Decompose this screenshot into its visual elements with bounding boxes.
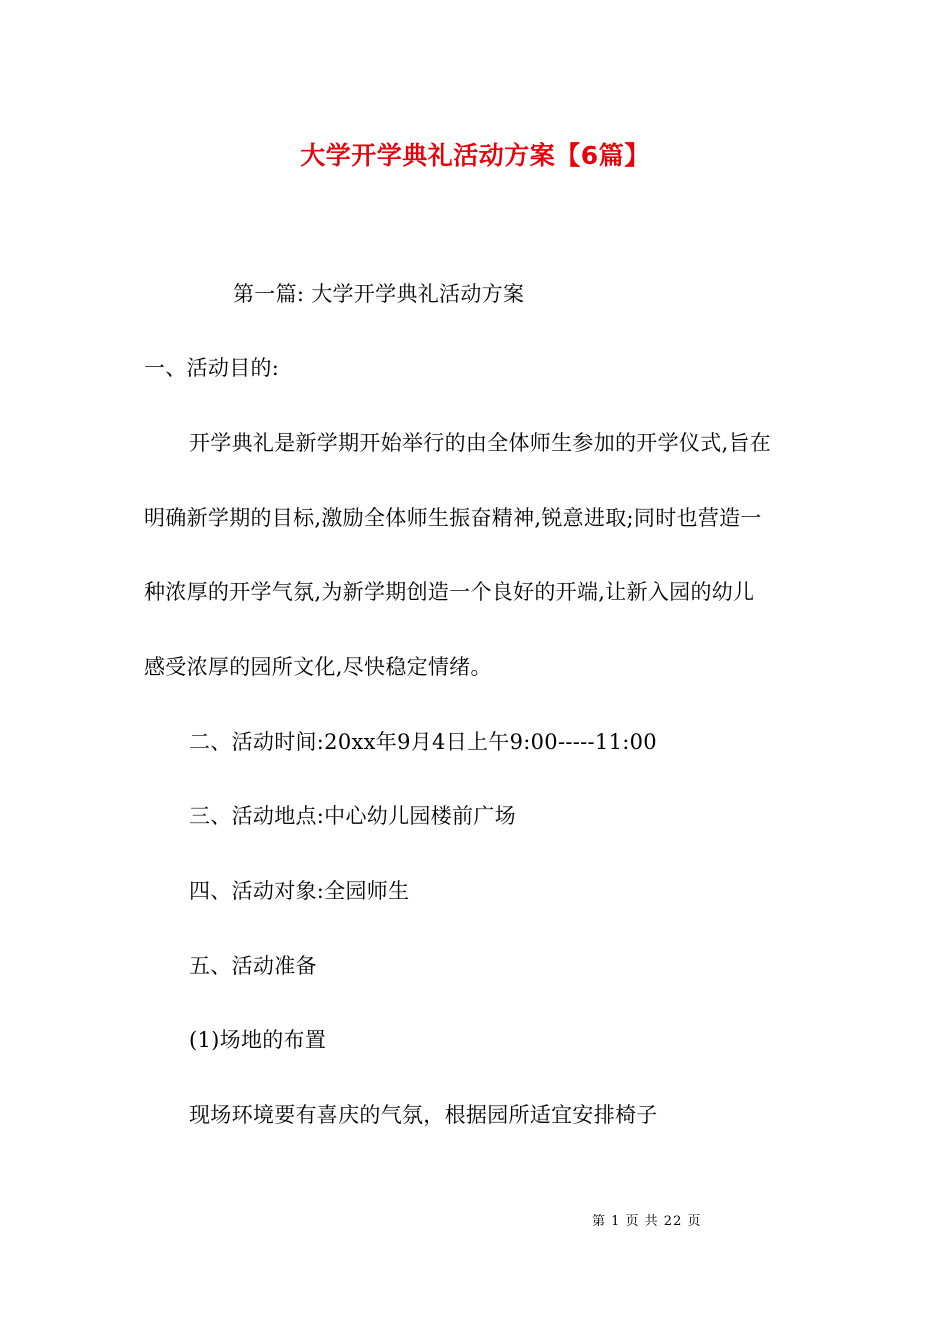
- paragraph-line: 五、活动准备: [189, 954, 317, 978]
- paragraph-line: 开学典礼是新学期开始举行的由全体师生参加的开学仪式,旨在: [189, 431, 772, 455]
- section-heading: 第一篇: 大学开学典礼活动方案: [233, 282, 525, 306]
- paragraph-line: 四、活动对象:全园师生: [189, 879, 410, 903]
- page-number-footer: 第 1 页 共 22 页: [592, 1214, 702, 1229]
- paragraph-line: 二、活动时间:20xx年9月4日上午9:00-----11:00: [189, 730, 657, 754]
- document-title: 大学开学典礼活动方案【6篇】: [300, 141, 650, 170]
- paragraph-line: 种浓厚的开学气氛,为新学期创造一个良好的开端,让新入园的幼儿: [144, 580, 755, 604]
- paragraph-line: 感受浓厚的园所文化,尽快稳定情绪。: [144, 655, 492, 679]
- paragraph-line: 一、活动目的:: [144, 356, 280, 380]
- paragraph-line: 现场环境要有喜庆的气氛，根据园所适宜安排椅子: [189, 1103, 658, 1127]
- paragraph-line: (1)场地的布置: [189, 1028, 327, 1052]
- paragraph-line: 明确新学期的目标,激励全体师生振奋精神,锐意进取;同时也营造一: [144, 506, 762, 530]
- paragraph-line: 三、活动地点:中心幼儿园楼前广场: [189, 804, 516, 828]
